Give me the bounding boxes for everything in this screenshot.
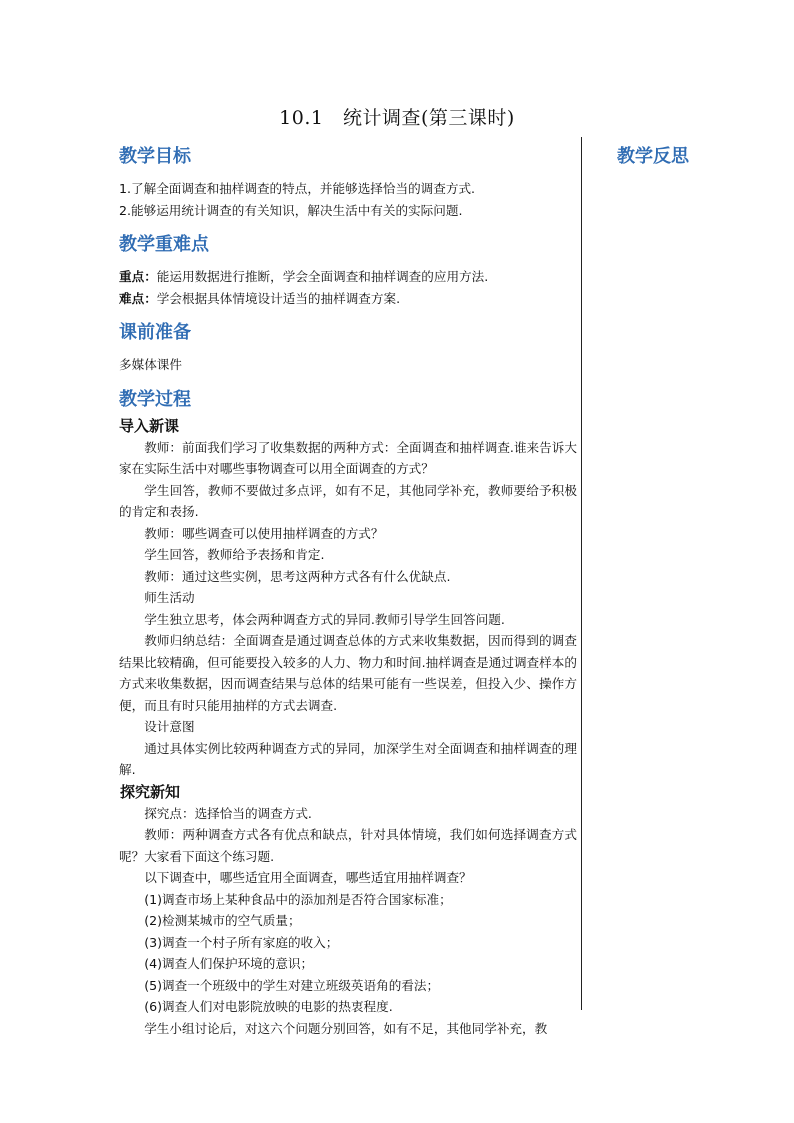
explore-paragraph: (2)检测某城市的空气质量； [144, 913, 301, 928]
intro-paragraph: 学生回答，教师给予表扬和肯定. [144, 547, 325, 562]
lesson-content [119, 142, 577, 1039]
hard-label: 难点： [119, 290, 157, 306]
key-point [119, 266, 577, 288]
intro-paragraph: 通过具体实例比较两种调查方式的异同，加深学生对全面调查和抽样调查的理解. [119, 740, 577, 777]
hard-text: 学会根据具体情境设计适当的抽样调查方案. [156, 290, 401, 306]
explore-paragraph: (3)调查一个村子所有家庭的收入； [144, 934, 339, 950]
intro-paragraph: 学生回答，教师不要做过多点评，如有不足，其他同学补充，教师要给予积极的肯定和表扬. [119, 482, 577, 519]
explore-paragraph: 学生小组讨论后，对这六个问题分别回答，如有不足，其他同学补充，教 [144, 1020, 548, 1036]
intro-paragraph: 教师：通过这些实例，思考这两种方式各有什么优缺点. [144, 568, 451, 584]
explore-paragraph: (6)调查人们对电影院放映的电影的热衷程度. [144, 999, 393, 1014]
intro-paragraph: 师生活动 [144, 590, 195, 605]
goals-heading: 教学目标 [119, 146, 191, 167]
intro-paragraph: 学生独立思考，体会两种调查方式的异同.教师引导学生回答问题. [144, 611, 505, 627]
explore-paragraph: (1)调查市场上某种食品中的添加剂是否符合国家标准； [144, 891, 452, 907]
prep-text: 多媒体课件 [119, 357, 182, 372]
key-points-heading: 教学重难点 [119, 234, 209, 255]
intro-paragraph: 教师：哪些调查可以使用抽样调查的方式？ [144, 525, 384, 541]
goal-item: 1.了解全面调查和抽样调查的特点，并能够选择恰当的调查方式. [119, 181, 476, 196]
intro-paragraph: 教师：前面我们学习了收集数据的两种方式：全面调查和抽样调查.谁来告诉大家在实际生活中对哪些事物调查可以用全面调查的方式？ [119, 439, 577, 476]
hard-point [119, 288, 577, 310]
intro-paragraph: 教师归纳总结：全面调查是通过调查总体的方式来收集数据，因而得到的调查结果比较精确，但可能要投入较多的人力、物力和时间.抽样调查是通过调查样本的方式来收集数据，因而调查结果与总体的结果可能有一些误差，但投入少、操作方便，而且有时只能用抽样的方式去调查. [119, 633, 577, 713]
key-text: 能运用数据进行推断，学会全面调查和抽样调查的应用方法. [156, 269, 489, 284]
explore-heading: 探究新知 [120, 782, 181, 801]
explore-paragraph: 教师：两种调查方式各有优点和缺点，针对具体情境，我们如何选择调查方式呢？大家看下面这个练习题. [119, 827, 577, 864]
intro-heading: 导入新课 [119, 416, 180, 435]
intro-paragraph: 设计意图 [144, 719, 195, 734]
explore-paragraph: (5)调查一个班级中的学生对建立班级英语角的看法； [144, 977, 440, 993]
explore-paragraph: (4)调查人们保护环境的意识； [144, 956, 314, 971]
page-title: 10.1 统计调查(第三课时) [279, 107, 515, 129]
explore-paragraph: 以下调查中，哪些适宜用全面调查，哪些适宜用抽样调查？ [144, 870, 472, 885]
goal-item: 2.能够运用统计调查的有关知识，解决生活中有关的实际问题. [119, 202, 463, 218]
process-heading: 教学过程 [119, 388, 191, 410]
column-divider [581, 137, 582, 1010]
key-label: 重点： [119, 269, 157, 284]
prep-heading: 课前准备 [119, 322, 191, 343]
reflection-heading: 教学反思 [617, 146, 689, 167]
explore-paragraph: 探究点：选择恰当的调查方式. [144, 805, 312, 821]
reflection-column [617, 142, 767, 172]
